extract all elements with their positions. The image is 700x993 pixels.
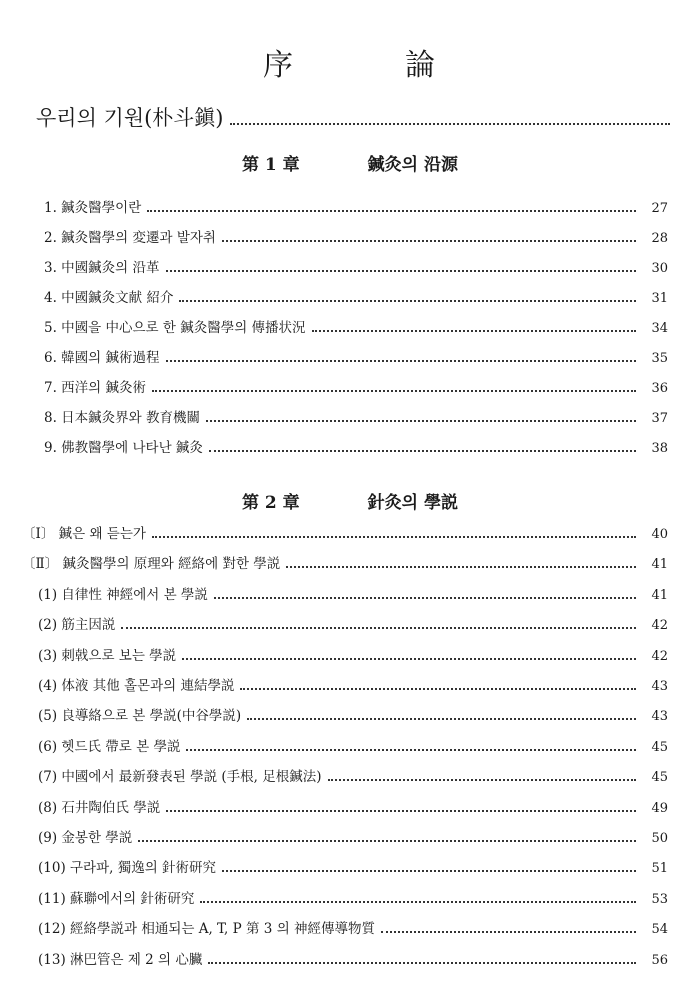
toc-entry-label: (4) 体液 其他 홀몬과의 連結學説 (38, 678, 235, 694)
toc-entry-label: 8. 日本鍼灸界와 教育機關 (44, 410, 201, 426)
toc-entry-label: 7. 西洋의 鍼灸術 (44, 380, 147, 396)
dot-leader (381, 930, 636, 933)
title-char-right: 論 (405, 48, 437, 83)
toc-entry[interactable] (44, 346, 668, 367)
chapter-2-number: 第 2 章 (241, 493, 300, 513)
dot-leader (214, 596, 636, 599)
toc-entry-page: 40 (651, 527, 668, 542)
dot-leader (147, 209, 636, 212)
toc-entry[interactable] (44, 376, 668, 397)
toc-entry[interactable] (38, 948, 668, 969)
toc-entry[interactable] (38, 765, 668, 786)
dot-leader (222, 239, 636, 242)
toc-entry-page: 36 (651, 381, 668, 396)
toc-entry-label: 9. 佛教醫學에 나타난 鍼灸 (44, 440, 203, 456)
toc-entry-label: 6. 韓國의 鍼術過程 (44, 350, 160, 366)
toc-entry-page: 35 (651, 351, 668, 366)
dot-leader (182, 657, 636, 660)
dot-leader (166, 359, 636, 362)
toc-entry[interactable] (38, 917, 668, 938)
toc-entry-label: (12) 經絡學説과 相通되는 A, T, P 第 3 의 神經傳導物質 (38, 921, 376, 938)
preface-entry[interactable] (36, 102, 676, 132)
dot-leader (240, 687, 636, 690)
toc-entry-label: 〔Ⅱ〕 鍼灸醫學의 原理와 經絡에 對한 學説 (22, 556, 281, 573)
toc-entry-page: 56 (651, 952, 668, 968)
toc-entry-page: 51 (651, 861, 668, 877)
toc-entry-label: 〔Ⅰ〕 鍼은 왜 듣는가 (22, 526, 146, 542)
toc-entry-page: 34 (651, 321, 668, 336)
toc-entry-label: 4. 中國鍼灸文献 紹介 (44, 290, 174, 306)
toc-entry-label: (3) 刺戟으로 보는 學説 (38, 647, 177, 664)
toc-entry-page: 27 (651, 201, 668, 216)
toc-entry-page: 37 (651, 411, 668, 426)
toc-entry-page: 38 (651, 441, 668, 456)
toc-entry-page: 49 (651, 800, 668, 816)
chapter-1-number: 第 1 章 (241, 155, 300, 175)
toc-entry-label: 5. 中國을 中心으로 한 鍼灸醫學의 傳播状況 (44, 320, 306, 336)
toc-entry-page: 50 (651, 831, 668, 846)
toc-entry[interactable] (38, 887, 668, 908)
toc-entry-label: (1) 自律性 神經에서 본 學説 (38, 586, 208, 603)
toc-entry-label: (7) 中國에서 最新發表된 學説 (手根, 足根鍼法) (38, 769, 322, 786)
toc-entry[interactable] (38, 826, 668, 847)
dot-leader (286, 565, 636, 568)
dot-leader (209, 449, 636, 452)
toc-entry[interactable] (38, 674, 668, 695)
dot-leader (328, 778, 636, 781)
page-title (0, 40, 700, 84)
toc-entry-page: 42 (651, 648, 668, 664)
toc-entry-page: 43 (651, 709, 668, 725)
toc-entry-label: (11) 蘇聯에서의 針術研究 (38, 890, 195, 907)
toc-entry-page: 45 (651, 770, 668, 786)
toc-entry[interactable] (44, 286, 668, 307)
toc-entry[interactable] (38, 583, 668, 604)
toc-entry[interactable] (44, 436, 668, 457)
toc-entry[interactable] (22, 522, 668, 543)
dot-leader (152, 389, 636, 392)
toc-entry[interactable] (38, 856, 668, 877)
dot-leader (247, 717, 636, 720)
toc-entry-page: 41 (651, 557, 668, 573)
dot-leader (179, 299, 636, 302)
dot-leader (230, 122, 671, 125)
toc-entry-label: (2) 筋主因説 (38, 617, 116, 634)
toc-entry[interactable] (44, 226, 668, 247)
toc-entry-label: 1. 鍼灸醫學이란 (44, 200, 142, 216)
toc-entry-label: (8) 石井陶伯氏 學説 (38, 799, 161, 816)
dot-leader (206, 419, 636, 422)
dot-leader (152, 535, 636, 538)
toc-entry-page: 28 (651, 231, 668, 246)
toc-entry-page: 45 (651, 739, 668, 755)
toc-entry[interactable] (38, 644, 668, 665)
toc-entry-page: 43 (651, 679, 668, 694)
toc-entry-label: (5) 良導絡으로 본 學説(中谷學説) (38, 708, 242, 725)
dot-leader (200, 900, 636, 903)
toc-entry-label: 2. 鍼灸醫學의 変遷과 발자취 (44, 230, 216, 246)
toc-entry[interactable] (38, 796, 668, 817)
toc-entry-label: (9) 金봉한 學説 (38, 830, 133, 846)
toc-entry[interactable] (38, 735, 668, 756)
chapter-2-heading (0, 488, 700, 513)
toc-entry-page: 30 (651, 261, 668, 276)
toc-entry-page: 53 (651, 891, 668, 907)
dot-leader (312, 329, 636, 332)
toc-entry-label: (6) 헷드氏 帶로 본 學説 (38, 738, 181, 755)
toc-entry[interactable] (44, 196, 668, 217)
preface-label: 우리의 기원(朴斗鎭) (36, 106, 224, 130)
toc-entry[interactable] (44, 316, 668, 337)
dot-leader (166, 809, 636, 812)
dot-leader (166, 269, 636, 272)
dot-leader (138, 839, 636, 842)
toc-entry-page: 54 (651, 922, 668, 938)
dot-leader (222, 869, 636, 872)
toc-entry-page: 31 (651, 291, 668, 306)
toc-entry[interactable] (22, 552, 668, 573)
toc-entry-label: (10) 구라파, 獨逸의 針術研究 (38, 860, 217, 877)
toc-entry[interactable] (38, 613, 668, 634)
dot-leader (186, 748, 636, 751)
toc-entry-label: 3. 中國鍼灸의 沿革 (44, 260, 160, 276)
toc-entry[interactable] (44, 406, 668, 427)
chapter-1-name: 鍼灸의 沿源 (367, 155, 458, 175)
toc-entry-page: 41 (651, 587, 668, 603)
toc-entry[interactable] (38, 704, 668, 725)
chapter-2-name: 針灸의 學説 (367, 493, 458, 513)
title-char-left: 序 (263, 48, 295, 83)
chapter-1-heading (0, 150, 700, 175)
dot-leader (208, 961, 636, 964)
dot-leader (121, 626, 636, 629)
toc-entry-page: 42 (651, 618, 668, 634)
toc-entry-label: (13) 淋巴管은 제 2 의 心臟 (38, 951, 203, 968)
toc-entry[interactable] (44, 256, 668, 277)
